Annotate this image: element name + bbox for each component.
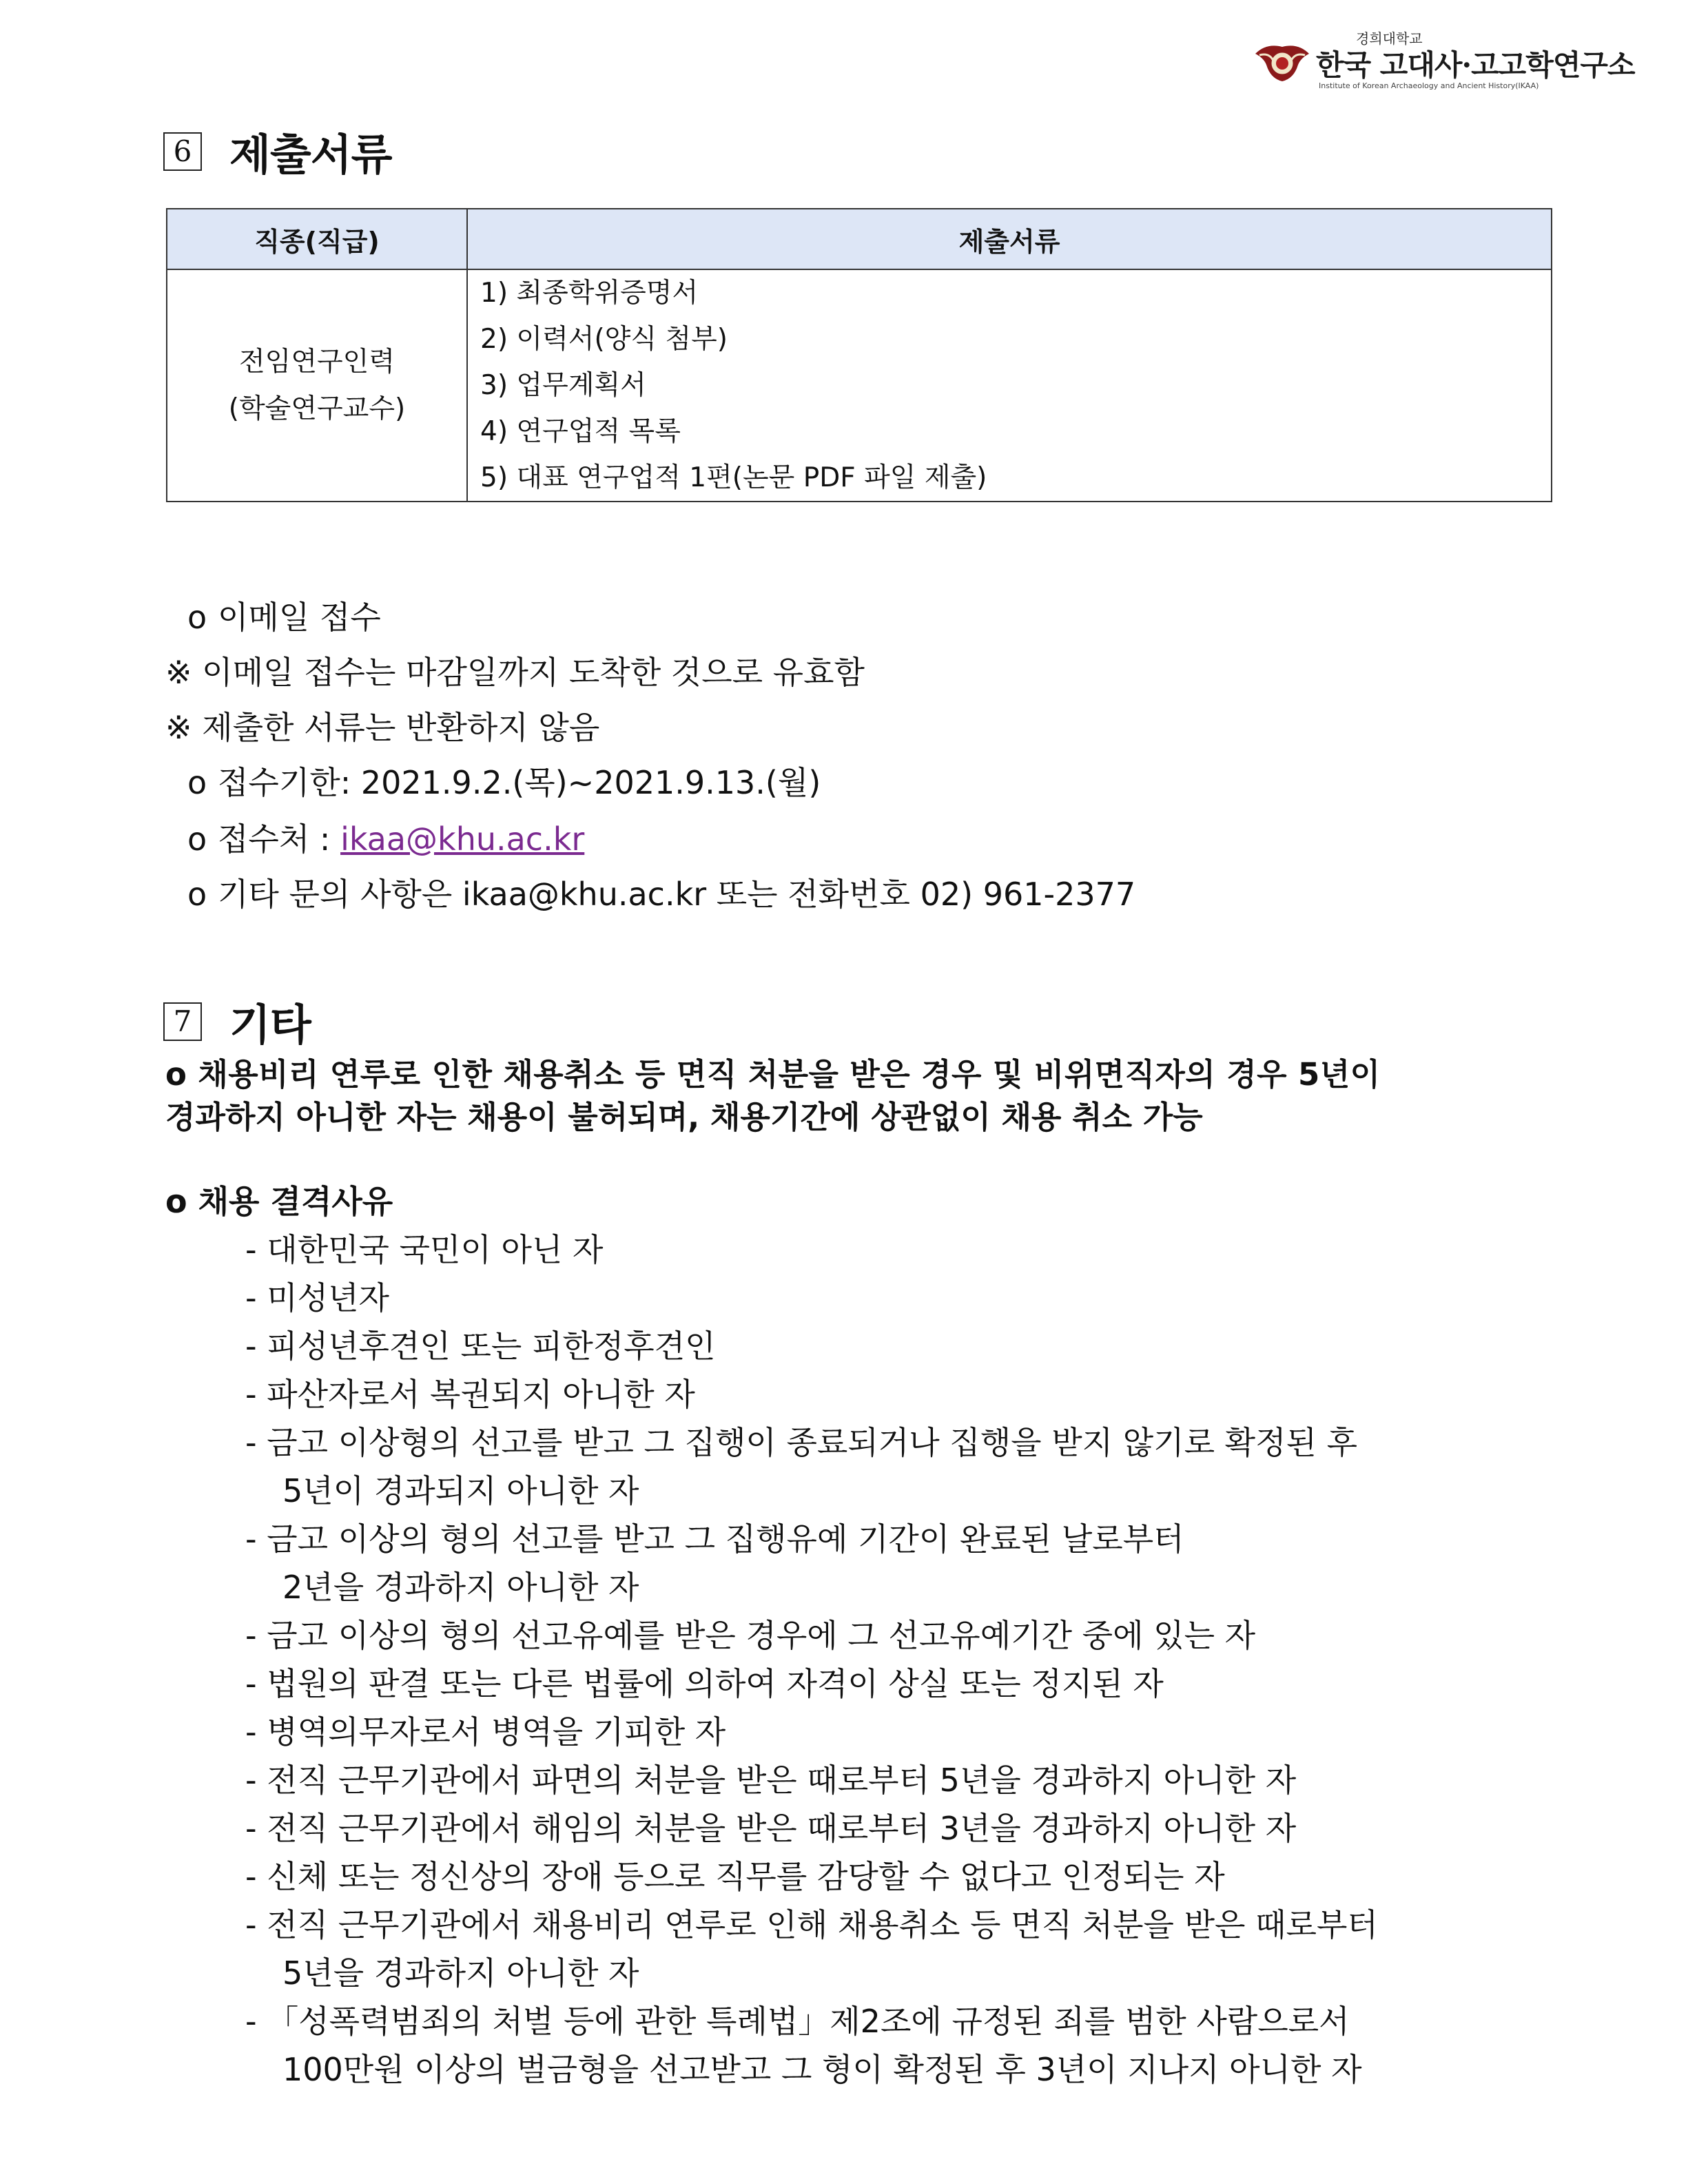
hiring-fraud-notice-line1: o 채용비리 연루로 인한 채용취소 등 면직 처분을 받은 경우 및 비위면직자의 경우 5년이 [165, 1056, 1381, 1093]
document-item: 4) 연구업적 목록 [480, 416, 681, 447]
email-submission-line: o 이메일 접수 [187, 599, 381, 636]
inquiry-line: o 기타 문의 사항은 ikaa@khu.ac.kr 또는 전화번호 02) 961-2377 [187, 876, 1136, 913]
section-6-title: 제출서류 [229, 130, 392, 180]
document-item: 2) 이력서(양식 첨부) [480, 324, 728, 355]
list-item: - 대한민국 국민이 아닌 자 [245, 1231, 604, 1268]
document-item: 1) 최종학위증명서 [480, 278, 699, 309]
documents-cell [467, 269, 1552, 502]
list-item-continuation: 5년을 경과하지 아니한 자 [282, 1954, 639, 1992]
table-header-row [167, 209, 1552, 269]
section-6-number: 6 [163, 132, 202, 171]
logo-university-name: 경희대학교 [1356, 30, 1423, 47]
list-item: - 미성년자 [245, 1279, 389, 1317]
list-item: - 금고 이상의 형의 선고유예를 받은 경우에 그 선고유예기간 중에 있는 자 [245, 1617, 1256, 1654]
header-job-type: 직종(직급) [167, 209, 467, 269]
section-6-heading [163, 121, 392, 182]
section-7-heading [163, 991, 311, 1052]
institute-logo [1253, 28, 1635, 96]
logo-english-name: Institute of Korean Archaeology and Ancient History(IKAA) [1319, 81, 1539, 90]
document-item: 5) 대표 연구업적 1편(논문 PDF 파일 제출) [480, 462, 987, 493]
logo-institute-name: 한국 고대사·고고학연구소 [1316, 48, 1635, 82]
list-item: - 신체 또는 정신상의 장애 등으로 직무를 감당할 수 없다고 인정되는 자 [245, 1858, 1225, 1895]
deadline-line: o 접수기한: 2021.9.2.(목)~2021.9.13.(월) [187, 764, 821, 801]
list-item: - 파산자로서 복권되지 아니한 자 [245, 1376, 695, 1413]
role-title: (학술연구교수) [228, 393, 406, 424]
list-item: - 전직 근무기관에서 채용비리 연루로 인해 채용취소 등 면직 처분을 받은 때로부터 [245, 1906, 1378, 1943]
list-item: - 전직 근무기관에서 파면의 처분을 받은 때로부터 5년을 경과하지 아니한 자 [245, 1762, 1297, 1799]
submit-to-label: 접수처 : [218, 821, 341, 858]
section-7-number: 7 [163, 1002, 202, 1041]
list-item: - 전직 근무기관에서 해임의 처분을 받은 때로부터 3년을 경과하지 아니한 자 [245, 1810, 1297, 1847]
list-item: - 피성년후견인 또는 피한정후견인 [245, 1328, 716, 1365]
inquiry-text: 기타 문의 사항은 ikaa@khu.ac.kr 또는 전화번호 02) 961-2377 [218, 876, 1136, 913]
role-name: 전임연구인력 [238, 346, 395, 378]
list-item-continuation: 100만원 이상의 벌금형을 선고받고 그 형이 확정된 후 3년이 지나지 아니한 자 [282, 2051, 1362, 2088]
list-item-continuation: 5년이 경과되지 아니한 자 [282, 1472, 639, 1509]
disqualification-title: o 채용 결격사유 [165, 1183, 393, 1220]
note-no-return: ※ 제출한 서류는 반환하지 않음 [165, 709, 600, 746]
list-item: - 「성폭력범죄의 처벌 등에 관한 특례법」제2조에 규정된 죄를 범한 사람으로서 [245, 2003, 1350, 2040]
hiring-fraud-notice-line2: 경과하지 아니한 자는 채용이 불허되며, 채용기간에 상관없이 채용 취소 가능 [165, 1099, 1203, 1135]
role-cell [167, 269, 467, 502]
deadline-text: 접수기한: 2021.9.2.(목)~2021.9.13.(월) [218, 764, 821, 801]
university-emblem-icon [1253, 40, 1312, 84]
section-7-title: 기타 [229, 1000, 311, 1050]
email-submission-text: 이메일 접수 [218, 599, 381, 636]
table-row [167, 269, 1552, 502]
note-validity: ※ 이메일 접수는 마감일까지 도착한 것으로 유효함 [165, 654, 865, 691]
submit-email-link[interactable]: ikaa@khu.ac.kr [340, 821, 585, 858]
document-item: 3) 업무계획서 [480, 370, 646, 401]
list-item-continuation: 2년을 경과하지 아니한 자 [282, 1569, 639, 1606]
list-item: - 금고 이상의 형의 선고를 받고 그 집행유예 기간이 완료된 날로부터 [245, 1520, 1184, 1558]
list-item: - 병역의무자로서 병역을 기피한 자 [245, 1713, 726, 1751]
submit-to-line: o 접수처 : ikaa@khu.ac.kr [187, 821, 585, 858]
list-item: - 금고 이상형의 선고를 받고 그 집행이 종료되거나 집행을 받지 않기로 확정된 후 [245, 1424, 1358, 1461]
header-documents: 제출서류 [467, 209, 1552, 269]
list-item: - 법원의 판결 또는 다른 법률에 의하여 자격이 상실 또는 정지된 자 [245, 1665, 1164, 1702]
documents-table [166, 208, 1552, 502]
